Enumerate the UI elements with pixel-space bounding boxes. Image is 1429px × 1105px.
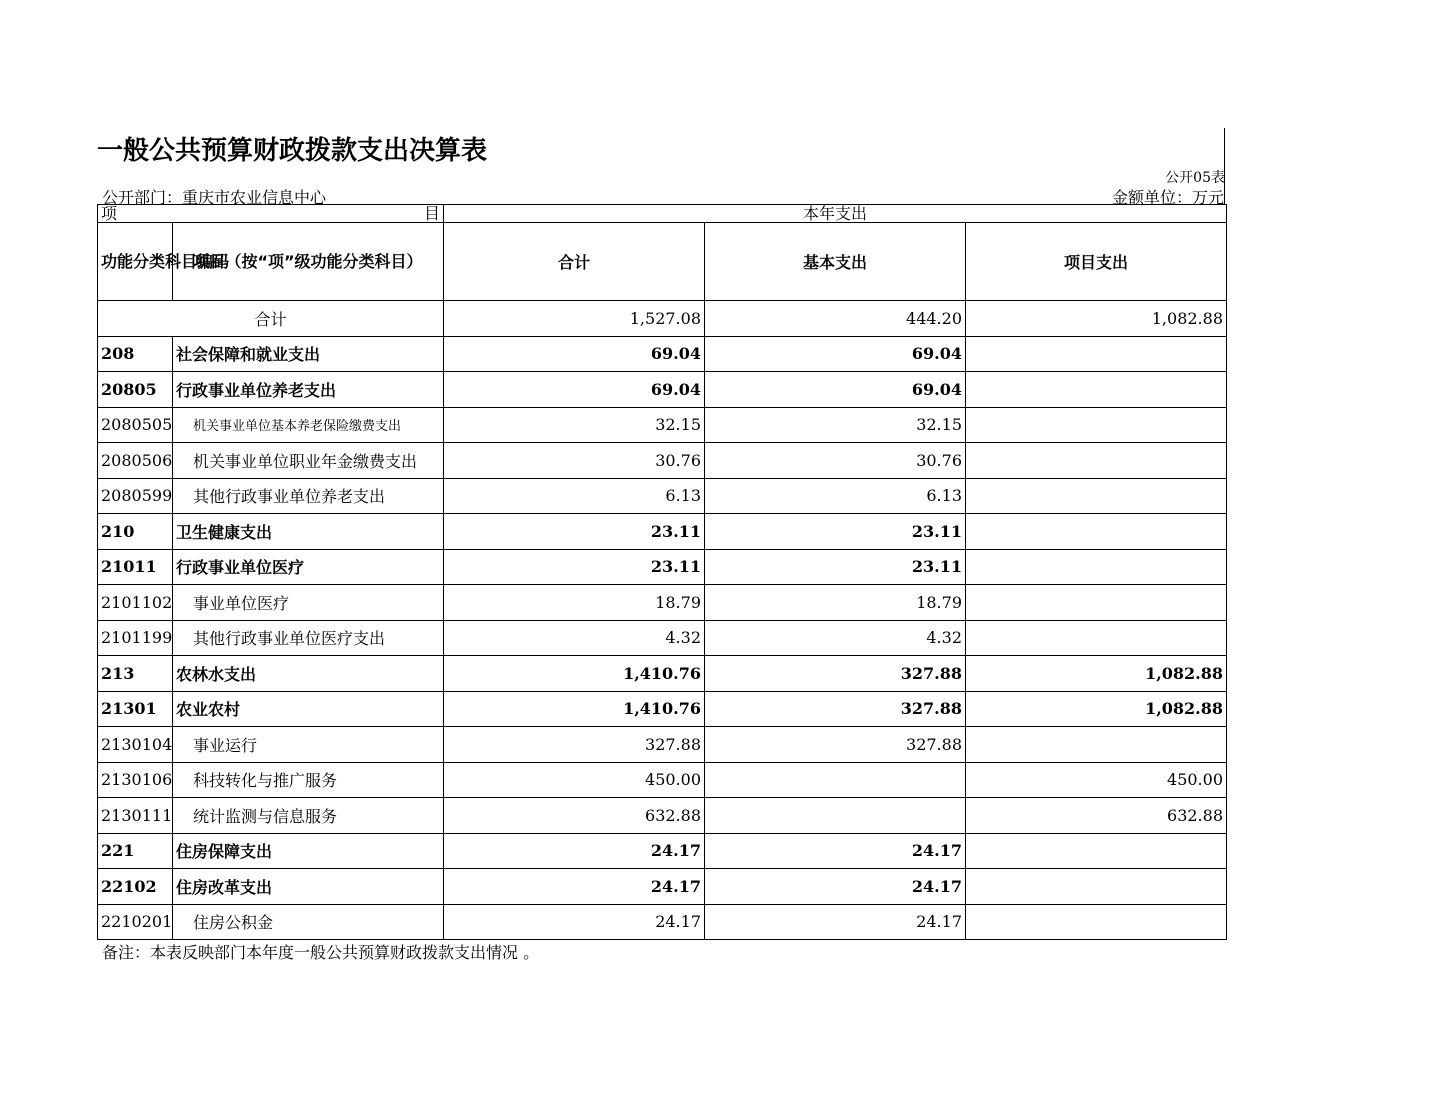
code-cell: 210 bbox=[98, 514, 173, 550]
department-label: 公开部门：重庆市农业信息中心 bbox=[102, 188, 327, 207]
header-item-left: 项 bbox=[101, 204, 118, 223]
footnote: 备注：本表反映部门本年度一般公共预算财政拨款支出情况 。 bbox=[102, 943, 540, 962]
code-cell: 213 bbox=[98, 656, 173, 692]
code-cell: 21301 bbox=[98, 691, 173, 727]
basic-cell bbox=[705, 798, 966, 834]
total-cell: 24.17 bbox=[444, 833, 705, 869]
name-cell: 农业农村 bbox=[173, 691, 444, 727]
code-cell: 2080505 bbox=[98, 407, 173, 443]
total-cell: 24.17 bbox=[444, 869, 705, 905]
table-row bbox=[98, 478, 1227, 514]
name-cell: 行政事业单位医疗 bbox=[173, 549, 444, 585]
code-cell: 2080506 bbox=[98, 443, 173, 479]
total-cell: 69.04 bbox=[444, 336, 705, 372]
table-row bbox=[98, 869, 1227, 905]
budget-table bbox=[97, 204, 1227, 940]
project-cell bbox=[966, 443, 1227, 479]
basic-cell: 327.88 bbox=[705, 691, 966, 727]
code-cell: 208 bbox=[98, 336, 173, 372]
project-cell bbox=[966, 478, 1227, 514]
total-cell: 6.13 bbox=[444, 478, 705, 514]
basic-cell: 327.88 bbox=[705, 727, 966, 763]
total-cell: 18.79 bbox=[444, 585, 705, 621]
basic-cell bbox=[705, 762, 966, 798]
total-total: 1,527.08 bbox=[444, 301, 705, 337]
basic-cell: 24.17 bbox=[705, 904, 966, 940]
header-item-cell bbox=[98, 205, 444, 223]
total-cell: 24.17 bbox=[444, 904, 705, 940]
table-row bbox=[98, 514, 1227, 550]
code-cell: 2130104 bbox=[98, 727, 173, 763]
header-row-columns bbox=[98, 223, 1227, 301]
project-cell bbox=[966, 833, 1227, 869]
basic-cell: 18.79 bbox=[705, 585, 966, 621]
table-row bbox=[98, 798, 1227, 834]
table-row bbox=[98, 691, 1227, 727]
total-project: 1,082.88 bbox=[966, 301, 1227, 337]
project-cell bbox=[966, 336, 1227, 372]
basic-cell: 4.32 bbox=[705, 620, 966, 656]
total-cell: 1,410.76 bbox=[444, 691, 705, 727]
basic-cell: 24.17 bbox=[705, 869, 966, 905]
total-basic: 444.20 bbox=[705, 301, 966, 337]
name-cell: 行政事业单位养老支出 bbox=[173, 372, 444, 408]
code-cell: 2130111 bbox=[98, 798, 173, 834]
basic-cell: 32.15 bbox=[705, 407, 966, 443]
name-cell: 统计监测与信息服务 bbox=[173, 798, 444, 834]
table-row bbox=[98, 833, 1227, 869]
header-name: 项目（按“项”级功能分类科目） bbox=[173, 223, 444, 301]
table-row bbox=[98, 620, 1227, 656]
name-cell: 机关事业单位职业年金缴费支出 bbox=[173, 443, 444, 479]
header-current-year: 本年支出 bbox=[444, 205, 1227, 223]
code-cell: 2210201 bbox=[98, 904, 173, 940]
project-cell: 1,082.88 bbox=[966, 656, 1227, 692]
name-cell: 住房公积金 bbox=[173, 904, 444, 940]
table-row bbox=[98, 443, 1227, 479]
name-cell: 卫生健康支出 bbox=[173, 514, 444, 550]
project-cell bbox=[966, 514, 1227, 550]
table-row bbox=[98, 549, 1227, 585]
total-cell: 632.88 bbox=[444, 798, 705, 834]
project-cell bbox=[966, 727, 1227, 763]
basic-cell: 23.11 bbox=[705, 549, 966, 585]
table-number: 公开05表 bbox=[1165, 170, 1225, 186]
table-row bbox=[98, 762, 1227, 798]
header-row-top bbox=[98, 205, 1227, 223]
project-cell: 1,082.88 bbox=[966, 691, 1227, 727]
header-total: 合计 bbox=[444, 223, 705, 301]
code-cell: 2080599 bbox=[98, 478, 173, 514]
code-cell: 2130106 bbox=[98, 762, 173, 798]
name-cell: 社会保障和就业支出 bbox=[173, 336, 444, 372]
total-cell: 69.04 bbox=[444, 372, 705, 408]
name-cell: 事业单位医疗 bbox=[173, 585, 444, 621]
code-cell: 22102 bbox=[98, 869, 173, 905]
table-row bbox=[98, 336, 1227, 372]
project-cell bbox=[966, 585, 1227, 621]
basic-cell: 327.88 bbox=[705, 656, 966, 692]
header-project: 项目支出 bbox=[966, 223, 1227, 301]
total-cell: 30.76 bbox=[444, 443, 705, 479]
project-cell bbox=[966, 372, 1227, 408]
project-cell: 632.88 bbox=[966, 798, 1227, 834]
code-cell: 20805 bbox=[98, 372, 173, 408]
table-row bbox=[98, 372, 1227, 408]
name-cell: 其他行政事业单位医疗支出 bbox=[173, 620, 444, 656]
header-code: 功能分类科目编码 bbox=[98, 223, 173, 301]
header-item-right: 目 bbox=[423, 204, 440, 223]
project-cell bbox=[966, 407, 1227, 443]
header-basic: 基本支出 bbox=[705, 223, 966, 301]
project-cell bbox=[966, 549, 1227, 585]
total-cell: 32.15 bbox=[444, 407, 705, 443]
basic-cell: 30.76 bbox=[705, 443, 966, 479]
code-cell: 221 bbox=[98, 833, 173, 869]
table-row bbox=[98, 904, 1227, 940]
name-cell: 科技转化与推广服务 bbox=[173, 762, 444, 798]
basic-cell: 24.17 bbox=[705, 833, 966, 869]
project-cell bbox=[966, 904, 1227, 940]
name-cell: 事业运行 bbox=[173, 727, 444, 763]
total-cell: 23.11 bbox=[444, 514, 705, 550]
name-cell: 机关事业单位基本养老保险缴费支出 bbox=[173, 407, 444, 443]
basic-cell: 23.11 bbox=[705, 514, 966, 550]
code-cell: 21011 bbox=[98, 549, 173, 585]
basic-cell: 69.04 bbox=[705, 336, 966, 372]
total-cell: 4.32 bbox=[444, 620, 705, 656]
code-cell: 2101102 bbox=[98, 585, 173, 621]
basic-cell: 69.04 bbox=[705, 372, 966, 408]
total-cell: 450.00 bbox=[444, 762, 705, 798]
name-cell: 住房改革支出 bbox=[173, 869, 444, 905]
table-row bbox=[98, 585, 1227, 621]
total-cell: 327.88 bbox=[444, 727, 705, 763]
total-cell: 1,410.76 bbox=[444, 656, 705, 692]
total-cell: 23.11 bbox=[444, 549, 705, 585]
table-row bbox=[98, 656, 1227, 692]
name-cell: 其他行政事业单位养老支出 bbox=[173, 478, 444, 514]
total-label: 合计 bbox=[98, 301, 444, 337]
page-divider-line bbox=[1224, 128, 1225, 204]
total-row bbox=[98, 301, 1227, 337]
table-row bbox=[98, 407, 1227, 443]
code-cell: 2101199 bbox=[98, 620, 173, 656]
name-cell: 住房保障支出 bbox=[173, 833, 444, 869]
page-title: 一般公共预算财政拨款支出决算表 bbox=[97, 136, 488, 166]
unit-label: 金额单位：万元 bbox=[1111, 188, 1224, 207]
project-cell bbox=[966, 620, 1227, 656]
project-cell bbox=[966, 869, 1227, 905]
table-row bbox=[98, 727, 1227, 763]
basic-cell: 6.13 bbox=[705, 478, 966, 514]
name-cell: 农林水支出 bbox=[173, 656, 444, 692]
project-cell: 450.00 bbox=[966, 762, 1227, 798]
